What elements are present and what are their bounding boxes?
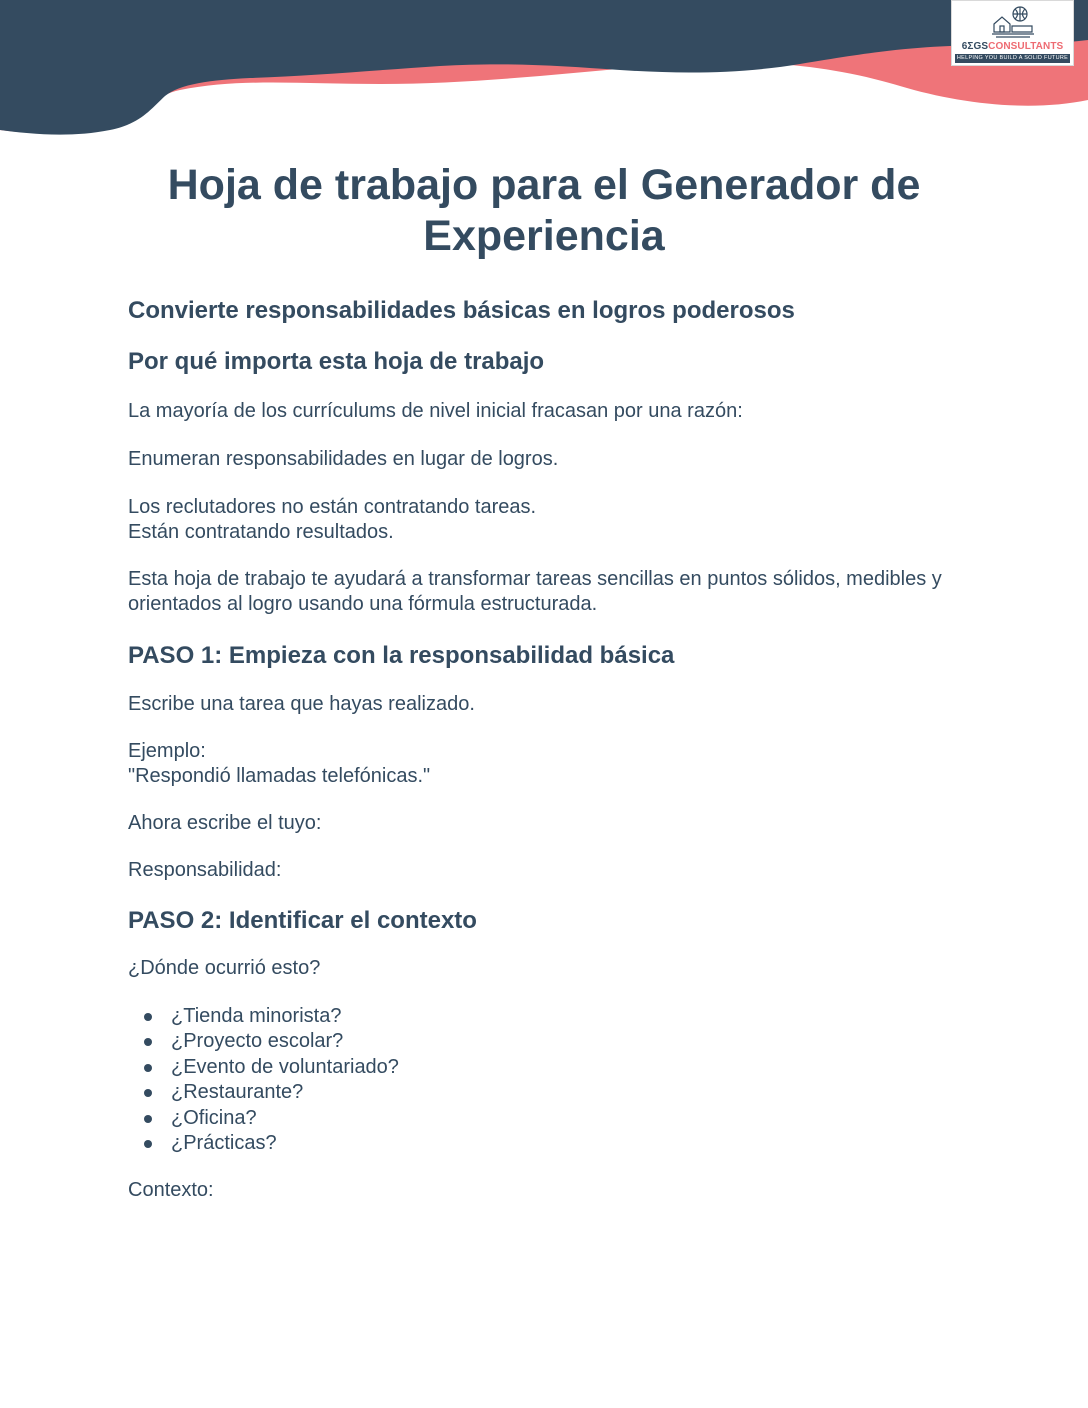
list-item: ¿Restaurante? (128, 1080, 960, 1105)
page-title: Hoja de trabajo para el Generador de Experiencia (167, 161, 921, 260)
list-item: ¿Oficina? (128, 1106, 960, 1131)
why-paragraph-1: La mayoría de los currículums de nivel inicial fracasan por una razón: (128, 400, 743, 422)
step-1-example-label: Ejemplo: (128, 740, 206, 762)
logo-wordmark: 6ΣGSCONSULTANTS (961, 41, 1064, 52)
why-paragraph-3-line-2: Están contratando resultados. (128, 521, 394, 543)
logo-tagline: HELPING YOU BUILD A SOLID FUTURE (956, 55, 1069, 61)
why-heading: Por qué importa esta hoja de trabajo (128, 348, 545, 375)
why-paragraph-2: Enumeran responsabilidades en lugar de logros. (128, 448, 559, 470)
context-field-label: Contexto: (128, 1179, 214, 1202)
worksheet-content (128, 160, 960, 1203)
step-2-heading: PASO 2: Identificar el contexto (128, 907, 477, 934)
header-wave-decoration (0, 0, 1088, 140)
context-options-list (128, 1004, 960, 1156)
list-item: ¿Proyecto escolar? (128, 1029, 960, 1054)
why-paragraph-3 (128, 495, 960, 545)
subtitle-heading: Convierte responsabilidades básicas en logros poderosos (128, 297, 795, 324)
step-1-instruction: Escribe una tarea que hayas realizado. (128, 693, 475, 715)
why-paragraph-4: Esta hoja de trabajo te ayudará a transformar tareas sencillas en puntos sólidos, medibles y orientados al logro usando una fórmula estructurada. (128, 568, 942, 615)
list-item: ¿Tienda minorista? (128, 1004, 960, 1029)
list-item: ¿Evento de voluntariado? (128, 1055, 960, 1080)
step-1-prompt: Ahora escribe el tuyo: (128, 812, 322, 834)
step-1-example (128, 739, 960, 789)
company-logo (951, 0, 1074, 66)
house-globe-icon (990, 4, 1036, 38)
step-1-example-text: "Respondió llamadas telefónicas." (128, 765, 431, 787)
step-2-question: ¿Dónde ocurrió esto? (128, 957, 321, 979)
why-paragraph-3-line-1: Los reclutadores no están contratando tareas. (128, 496, 537, 518)
responsibility-field-label: Responsabilidad: (128, 859, 282, 881)
list-item: ¿Prácticas? (128, 1131, 960, 1156)
step-1-heading: PASO 1: Empieza con la responsabilidad básica (128, 642, 675, 669)
